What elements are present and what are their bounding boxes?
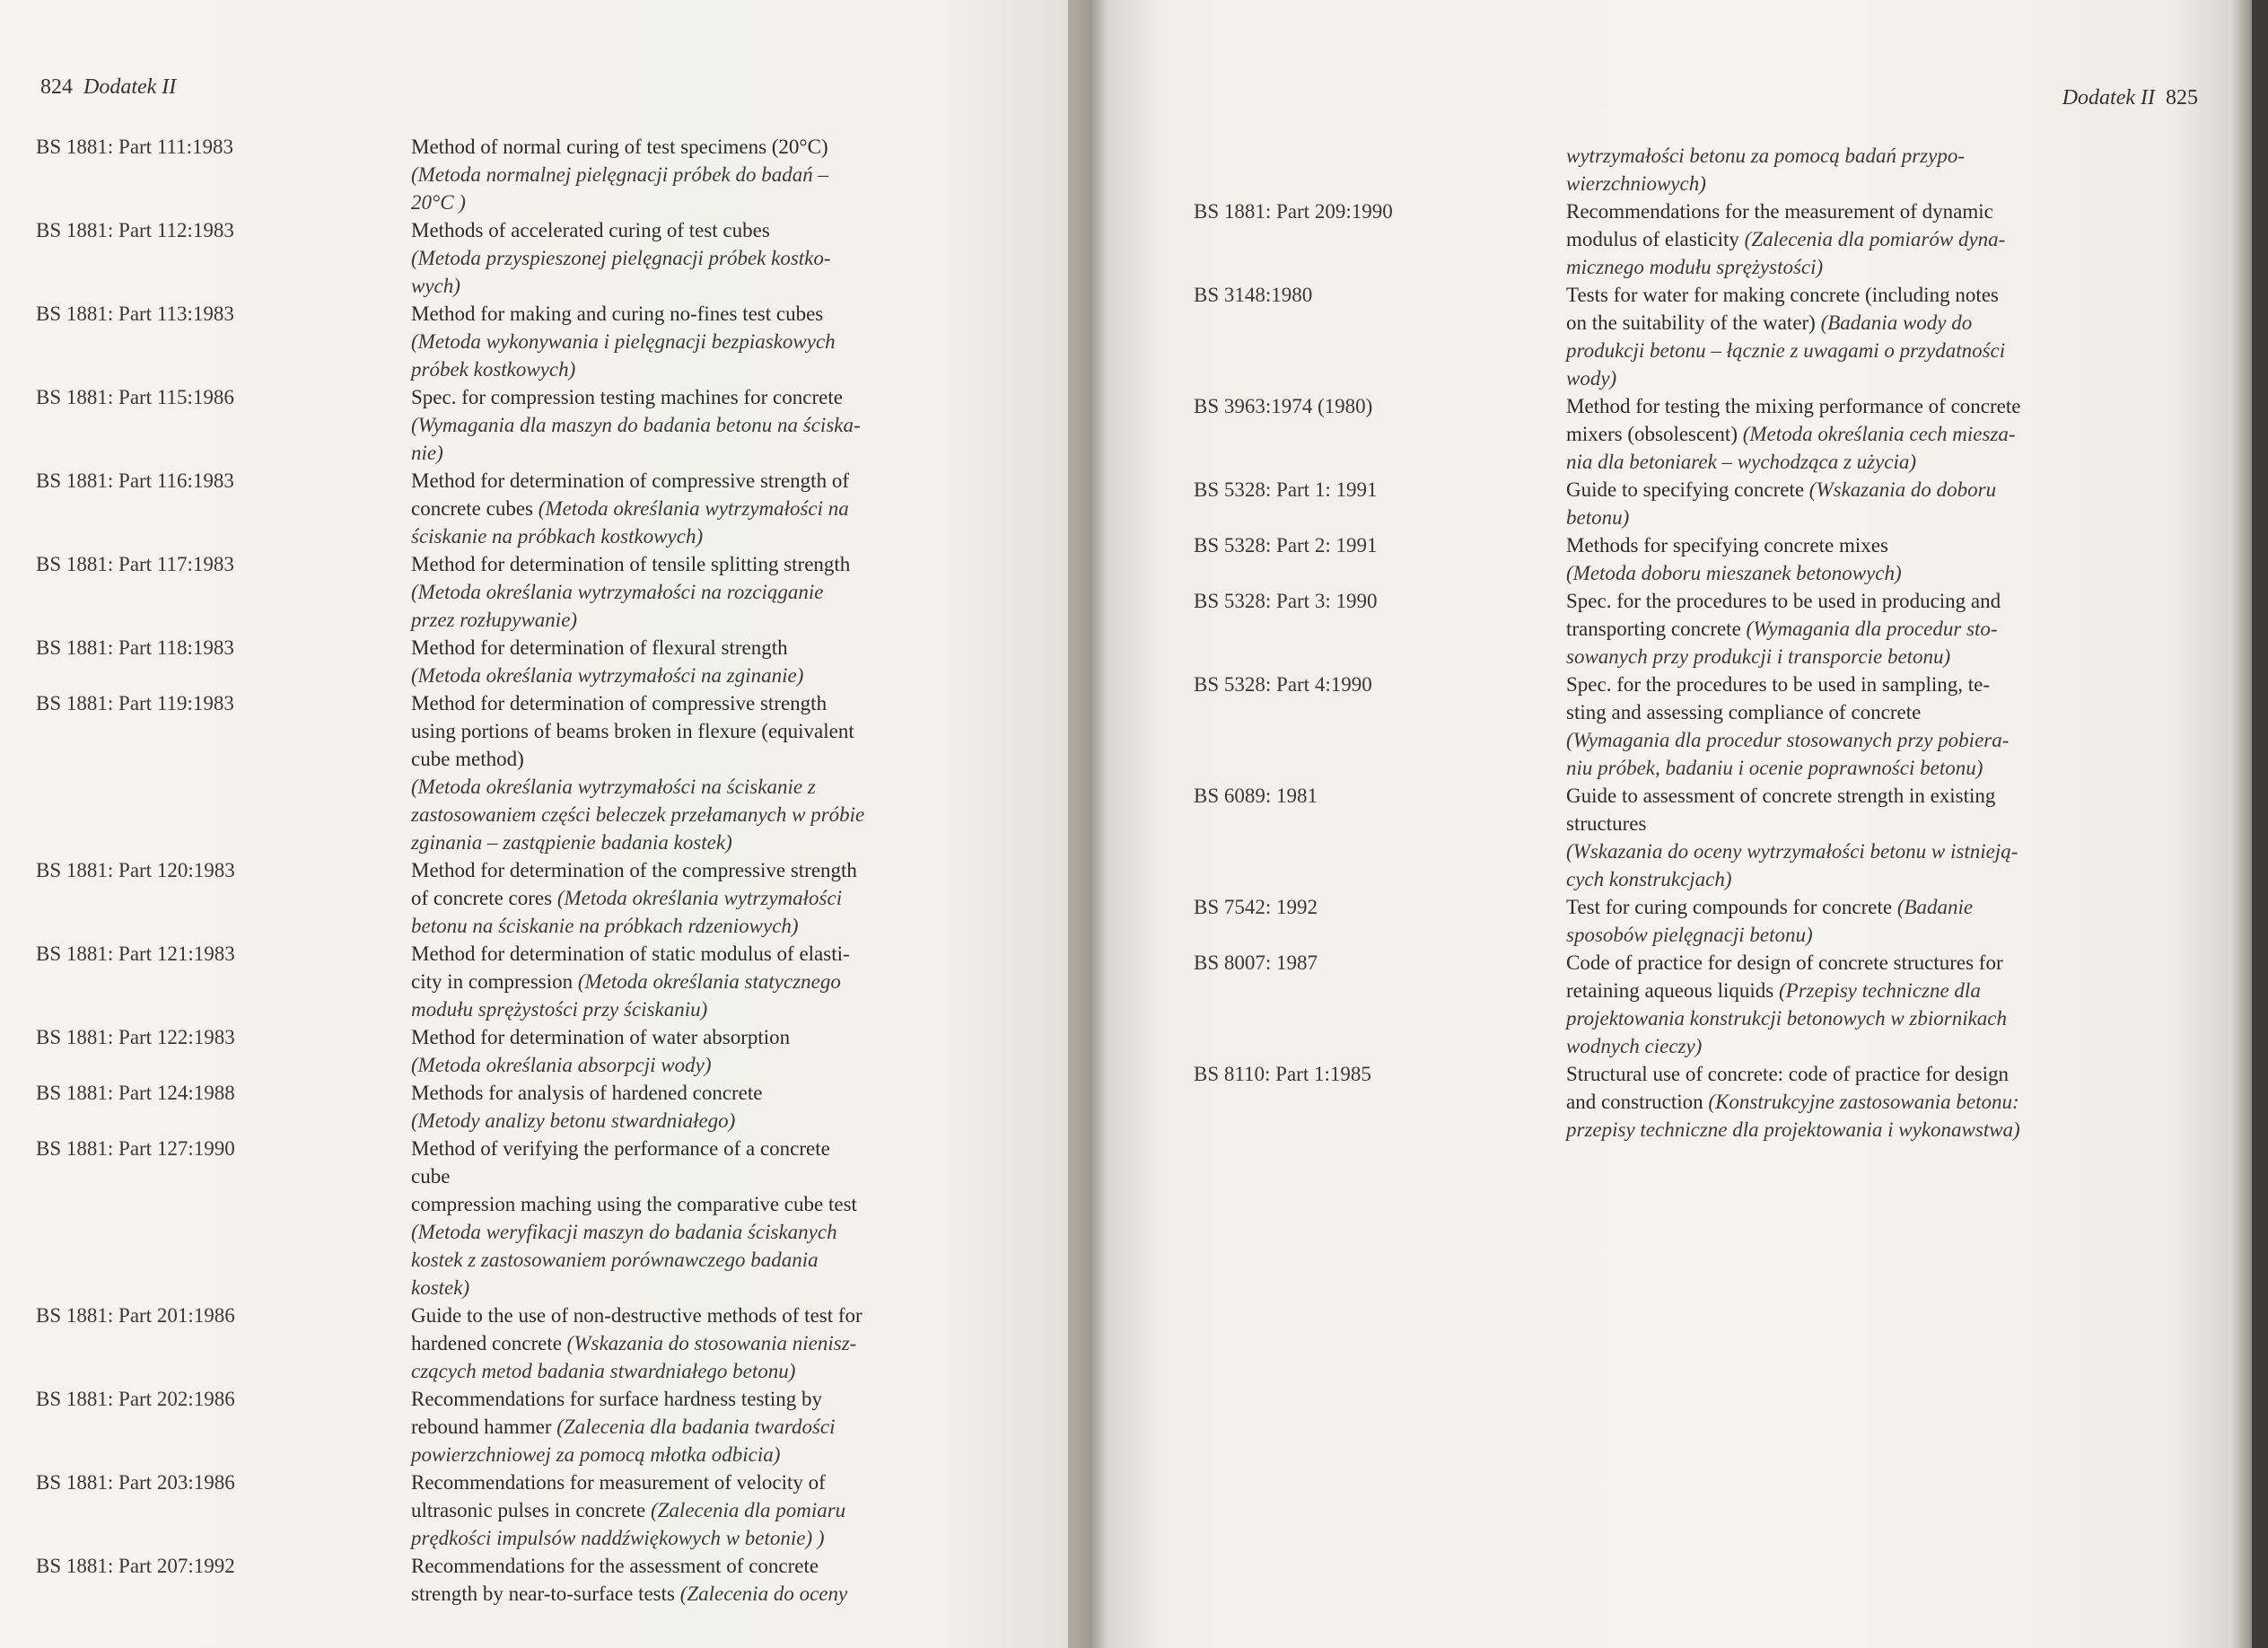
description-line xyxy=(411,995,969,1023)
description-line xyxy=(411,133,969,161)
description-line xyxy=(411,1580,969,1608)
polish-translation-text: (Metoda określania wytrzymałości na ściskanie z xyxy=(411,776,816,798)
description-line xyxy=(1566,698,2145,726)
description-line xyxy=(1566,1004,2145,1032)
standard-description xyxy=(1566,893,2145,949)
standard-entry xyxy=(36,1552,969,1608)
polish-translation-text: (Metoda normalnej pielęgnacji próbek do badań – xyxy=(411,163,829,186)
polish-translation-text: (Metoda określania wytrzymałości xyxy=(556,887,843,909)
standard-entry xyxy=(36,1023,969,1079)
polish-translation-text: (Zalecenia dla pomiarów dyna- xyxy=(1744,228,2006,250)
english-title-text: Methods of accelerated curing of test cubes xyxy=(411,219,770,241)
polish-translation-text: (Metoda doboru mieszanek betonowych) xyxy=(1566,562,1902,584)
polish-translation-text: (Wskazania do doboru xyxy=(1808,478,1997,501)
description-line xyxy=(411,383,969,411)
english-title-text: Guide to the use of non-destructive methods of test for xyxy=(411,1304,863,1327)
english-title-text: cube xyxy=(411,1165,451,1188)
description-line xyxy=(411,1413,969,1441)
description-line xyxy=(1566,782,2145,810)
standard-entry xyxy=(36,300,969,383)
polish-translation-text: niu próbek, badaniu i ocenie poprawności betonu) xyxy=(1566,757,1983,779)
description-line xyxy=(411,1246,969,1274)
polish-translation-text: wody) xyxy=(1566,367,1617,390)
standard-entry xyxy=(36,133,969,216)
polish-translation-text: betonu) xyxy=(1566,506,1630,529)
description-line xyxy=(411,216,969,244)
description-line xyxy=(411,244,969,272)
left-page xyxy=(0,0,1104,1648)
english-title-text: and construction xyxy=(1566,1091,1709,1113)
english-title-text: rebound hammer xyxy=(411,1416,557,1438)
english-title-text: Method for determination of flexural strength xyxy=(411,636,788,659)
polish-translation-text: (Badanie xyxy=(1896,896,1974,918)
description-line xyxy=(411,634,969,662)
description-line xyxy=(1566,810,2145,837)
standard-code: BS 1881: Part 124:1988 xyxy=(36,1082,235,1104)
english-title-text: Method for determination of tensile splitting strength xyxy=(411,553,851,575)
standard-code: BS 8110: Part 1:1985 xyxy=(1194,1063,1371,1085)
description-line xyxy=(1566,281,2145,309)
standard-entry xyxy=(1194,671,2145,782)
polish-translation-text: zastosowaniem części beleczek przełamanych w próbie xyxy=(411,803,865,826)
english-title-text: Guide to assessment of concrete strength in existing xyxy=(1566,785,1996,807)
description-line xyxy=(1566,504,2145,531)
standard-description xyxy=(411,467,969,550)
english-title-text: Method for determination of water absorption xyxy=(411,1026,791,1048)
standard-entry xyxy=(36,467,969,550)
polish-translation-text: ściskanie na próbkach kostkowych) xyxy=(411,525,704,548)
polish-translation-text: nia dla betoniarek – wychodząca z użycia) xyxy=(1566,451,1917,473)
description-line xyxy=(411,300,969,328)
left-page-header xyxy=(40,75,176,100)
standard-description xyxy=(411,1135,969,1302)
english-title-text: Recommendations for the assessment of concrete xyxy=(411,1555,819,1577)
english-title-text: Method for determination of static modulus of elasti- xyxy=(411,942,850,965)
standard-code: BS 1881: Part 122:1983 xyxy=(36,1026,235,1048)
description-line xyxy=(411,717,969,745)
description-line xyxy=(411,1468,969,1496)
english-title-text: of concrete cores xyxy=(411,887,557,909)
standard-code: BS 1881: Part 207:1992 xyxy=(36,1555,235,1577)
description-line xyxy=(411,1496,969,1524)
polish-translation-text: (Metoda określania wytrzymałości na xyxy=(538,497,849,520)
description-line xyxy=(411,495,969,522)
page-number: 824 xyxy=(40,75,73,99)
standard-entry xyxy=(36,383,969,467)
description-line xyxy=(411,1357,969,1385)
standard-entry xyxy=(36,689,969,856)
standards-list-left xyxy=(36,133,969,1608)
polish-translation-text: wodnych cieczy) xyxy=(1566,1035,1703,1057)
description-line xyxy=(411,1190,969,1218)
polish-translation-text: (Wskazania do stosowania nienisz- xyxy=(566,1332,857,1354)
description-line xyxy=(411,1023,969,1051)
description-line xyxy=(411,828,969,856)
english-title-text: structures xyxy=(1566,812,1647,835)
english-title-text: Method for making and curing no-fines test cubes xyxy=(411,302,824,325)
polish-translation-text: (Zalecenia dla badania twardości xyxy=(556,1416,836,1438)
english-title-text: compression maching using the comparative cube test xyxy=(411,1193,857,1215)
standard-description xyxy=(1566,142,2145,197)
polish-translation-text: (Metoda weryfikacji maszyn do badania ściskanych xyxy=(411,1221,837,1243)
standard-description xyxy=(411,856,969,940)
description-line xyxy=(411,1329,969,1357)
polish-translation-text: sowanych przy produkcji i transporcie betonu) xyxy=(1566,645,1951,668)
standard-description xyxy=(1566,392,2145,476)
description-line xyxy=(411,1162,969,1190)
english-title-text: cube method) xyxy=(411,748,524,770)
polish-translation-text: modułu sprężystości przy ściskaniu) xyxy=(411,998,708,1021)
standard-entry xyxy=(1194,392,2145,476)
standard-entry xyxy=(1194,949,2145,1060)
description-line xyxy=(1566,448,2145,476)
standard-entry xyxy=(36,1302,969,1385)
description-line xyxy=(1566,170,2145,197)
standard-description xyxy=(1566,281,2145,392)
standard-code: BS 1881: Part 115:1986 xyxy=(36,386,234,408)
polish-translation-text: zginania – zastąpienie badania kostek) xyxy=(411,831,732,854)
standard-description xyxy=(411,550,969,634)
english-title-text: modulus of elasticity xyxy=(1566,228,1745,250)
english-title-text: Method for determination of compressive strength xyxy=(411,692,828,714)
polish-translation-text: wych) xyxy=(411,275,460,297)
description-line xyxy=(411,161,969,188)
standard-description xyxy=(411,940,969,1023)
english-title-text: Method for testing the mixing performance of concrete xyxy=(1566,395,2021,417)
english-title-text: concrete cubes xyxy=(411,497,539,520)
english-title-text: Recommendations for measurement of velocity of xyxy=(411,1471,826,1494)
standard-description xyxy=(411,1468,969,1552)
polish-translation-text: projektowania konstrukcji betonowych w zbiornikach xyxy=(1566,1007,2008,1030)
standard-code: BS 1881: Part 120:1983 xyxy=(36,859,235,881)
polish-translation-text: powierzchniowej za pomocą młotka odbicia) xyxy=(411,1443,781,1466)
english-title-text: Structural use of concrete: code of practice for design xyxy=(1566,1063,2010,1085)
standard-entry xyxy=(1194,782,2145,893)
standard-entry xyxy=(36,940,969,1023)
polish-translation-text: produkcji betonu – łącznie z uwagami o przydatności xyxy=(1566,339,2006,362)
description-line xyxy=(411,188,969,216)
polish-translation-text: (Zalecenia do oceny xyxy=(679,1582,848,1605)
standards-list-right xyxy=(1194,142,2145,1144)
polish-translation-text: (Wymagania dla procedur stosowanych przy pobiera- xyxy=(1566,729,2010,751)
standard-code: BS 5328: Part 1: 1991 xyxy=(1194,478,1378,501)
description-line xyxy=(1566,392,2145,420)
description-line xyxy=(1566,865,2145,893)
description-line xyxy=(411,522,969,550)
description-line xyxy=(1566,1116,2145,1144)
standard-description xyxy=(411,1079,969,1135)
description-line xyxy=(411,1107,969,1135)
polish-translation-text: (Metoda określania wytrzymałości na zginanie) xyxy=(411,664,804,687)
english-title-text: Method of verifying the performance of a concrete xyxy=(411,1137,830,1160)
polish-translation-text: kostek z zastosowaniem porównawczego badania xyxy=(411,1249,819,1271)
polish-translation-text: wytrzymałości betonu za pomocą badań przypo- xyxy=(1566,145,1965,167)
standard-entry xyxy=(1194,281,2145,392)
description-line xyxy=(411,1385,969,1413)
standard-code: BS 1881: Part 116:1983 xyxy=(36,469,234,492)
description-line xyxy=(411,411,969,439)
description-line xyxy=(1566,1088,2145,1116)
description-line xyxy=(1566,726,2145,754)
standard-entry xyxy=(36,634,969,689)
standard-entry xyxy=(1194,197,2145,281)
standard-entry xyxy=(36,1079,969,1135)
english-title-text: Method for determination of the compressive strength xyxy=(411,859,857,881)
english-title-text: Recommendations for the measurement of dynamic xyxy=(1566,200,1993,223)
book-gutter xyxy=(1073,0,1108,1648)
polish-translation-text: przez rozłupywanie) xyxy=(411,609,578,631)
description-line xyxy=(411,856,969,884)
standard-description xyxy=(1566,782,2145,893)
standard-description xyxy=(1566,197,2145,281)
description-line xyxy=(1566,1032,2145,1060)
polish-translation-text: cych konstrukcjach) xyxy=(1566,868,1732,890)
standard-description xyxy=(1566,476,2145,531)
description-line xyxy=(411,328,969,355)
standard-entry xyxy=(36,1135,969,1302)
running-title: Dodatek II xyxy=(83,75,177,99)
standard-description xyxy=(411,689,969,856)
standard-description xyxy=(411,216,969,300)
polish-translation-text: kostek) xyxy=(411,1276,470,1299)
standard-code: BS 1881: Part 113:1983 xyxy=(36,302,234,325)
polish-translation-text: przepisy techniczne dla projektowania i wykonawstwa) xyxy=(1566,1118,2020,1141)
polish-translation-text: (Konstrukcyjne zastosowania betonu: xyxy=(1708,1091,2019,1113)
standard-description xyxy=(411,634,969,689)
standard-code: BS 1881: Part 127:1990 xyxy=(36,1137,235,1160)
description-line xyxy=(1566,225,2145,253)
english-title-text: strength by near-to-surface tests xyxy=(411,1582,680,1605)
standard-entry xyxy=(1194,1060,2145,1144)
english-title-text: Guide to specifying concrete xyxy=(1566,478,1809,501)
description-line xyxy=(411,272,969,300)
standard-description xyxy=(411,1302,969,1385)
standard-code: BS 5328: Part 4:1990 xyxy=(1194,673,1372,696)
standard-code: BS 3148:1980 xyxy=(1194,284,1313,306)
standard-code: BS 1881: Part 111:1983 xyxy=(36,136,234,158)
standard-code: BS 1881: Part 112:1983 xyxy=(36,219,234,241)
polish-translation-text: betonu na ściskanie na próbkach rdzeniowych) xyxy=(411,915,799,937)
standard-entry xyxy=(36,1385,969,1468)
description-line xyxy=(411,745,969,773)
polish-translation-text: (Metoda określania statycznego xyxy=(577,970,841,993)
standard-entry xyxy=(1194,531,2145,587)
standard-description xyxy=(411,1385,969,1468)
polish-translation-text: (Metoda określania absorpcji wody) xyxy=(411,1054,712,1076)
standard-description xyxy=(411,300,969,383)
english-title-text: using portions of beams broken in flexure (equivalent xyxy=(411,720,854,742)
description-line xyxy=(1566,476,2145,504)
standard-code: BS 6089: 1981 xyxy=(1194,785,1318,807)
description-line xyxy=(411,773,969,801)
book-edge-shadow xyxy=(2252,0,2268,1648)
description-line xyxy=(411,606,969,634)
polish-translation-text: 20°C ) xyxy=(411,191,466,214)
description-line xyxy=(1566,309,2145,337)
english-title-text: on the suitability of the water) xyxy=(1566,311,1821,334)
description-line xyxy=(1566,977,2145,1004)
description-line xyxy=(411,355,969,383)
standard-description xyxy=(1566,531,2145,587)
description-line xyxy=(411,884,969,912)
standard-code: BS 3963:1974 (1980) xyxy=(1194,395,1373,417)
english-title-text: Spec. for compression testing machines for concrete xyxy=(411,386,843,408)
description-line xyxy=(411,439,969,467)
standard-entry xyxy=(1194,142,2145,197)
description-line xyxy=(1566,559,2145,587)
description-line xyxy=(1566,615,2145,643)
polish-translation-text: (Przepisy techniczne dla xyxy=(1779,979,1981,1002)
polish-translation-text: sposobów pielęgnacji betonu) xyxy=(1566,924,1813,946)
english-title-text: Spec. for the procedures to be used in producing and xyxy=(1566,590,2001,612)
standard-code: BS 1881: Part 203:1986 xyxy=(36,1471,235,1494)
english-title-text: city in compression xyxy=(411,970,578,993)
english-title-text: hardened concrete xyxy=(411,1332,567,1354)
description-line xyxy=(1566,671,2145,698)
english-title-text: Methods for analysis of hardened concrete xyxy=(411,1082,763,1104)
description-line xyxy=(411,1552,969,1580)
description-line xyxy=(1566,949,2145,977)
standard-entry xyxy=(36,216,969,300)
english-title-text: Test for curing compounds for concrete xyxy=(1566,896,1897,918)
standard-description xyxy=(411,133,969,216)
polish-translation-text: (Zalecenia dla pomiaru xyxy=(650,1499,846,1521)
english-title-text: mixers (obsolescent) xyxy=(1566,423,1743,445)
description-line xyxy=(411,467,969,495)
english-title-text: sting and assessing compliance of concrete xyxy=(1566,701,1922,723)
polish-translation-text: (Metoda określania cech miesza- xyxy=(1742,423,2016,445)
standard-description xyxy=(1566,949,2145,1060)
description-line xyxy=(411,1441,969,1468)
standard-code: BS 5328: Part 3: 1990 xyxy=(1194,590,1378,612)
description-line xyxy=(411,550,969,578)
english-title-text: Methods for specifying concrete mixes xyxy=(1566,534,1888,557)
right-page-header xyxy=(2062,86,2198,110)
description-line xyxy=(1566,420,2145,448)
english-title-text: Method of normal curing of test specimens (20°C) xyxy=(411,136,828,158)
polish-translation-text: prędkości impulsów naddźwiękowych w betonie) ) xyxy=(411,1527,825,1549)
standard-description xyxy=(1566,587,2145,671)
description-line xyxy=(411,1274,969,1302)
description-line xyxy=(411,578,969,606)
standard-description xyxy=(411,1552,969,1608)
standard-entry xyxy=(36,856,969,940)
polish-translation-text: (Wskazania do oceny wytrzymałości betonu w istnieją- xyxy=(1566,840,2018,863)
description-line xyxy=(1566,921,2145,949)
polish-translation-text: nie) xyxy=(411,442,443,464)
polish-translation-text: (Metody analizy betonu stwardniałego) xyxy=(411,1109,736,1132)
standard-code: BS 7542: 1992 xyxy=(1194,896,1318,918)
description-line xyxy=(1566,531,2145,559)
description-line xyxy=(411,1135,969,1162)
description-line xyxy=(1566,754,2145,782)
description-line xyxy=(1566,337,2145,364)
description-line xyxy=(411,912,969,940)
description-line xyxy=(411,1218,969,1246)
description-line xyxy=(1566,893,2145,921)
description-line xyxy=(1566,197,2145,225)
polish-translation-text: czących metod badania stwardniałego betonu) xyxy=(411,1360,796,1382)
polish-translation-text: próbek kostkowych) xyxy=(411,358,576,381)
standard-code: BS 1881: Part 118:1983 xyxy=(36,636,234,659)
description-line xyxy=(411,1524,969,1552)
standard-code: BS 1881: Part 202:1986 xyxy=(36,1388,235,1410)
description-line xyxy=(411,1051,969,1079)
standard-entry xyxy=(36,550,969,634)
standard-description xyxy=(411,1023,969,1079)
description-line xyxy=(411,662,969,689)
english-title-text: Method for determination of compressive strength of xyxy=(411,469,849,492)
description-line xyxy=(411,689,969,717)
description-line xyxy=(411,968,969,995)
english-title-text: Tests for water for making concrete (including notes xyxy=(1566,284,1999,306)
polish-translation-text: (Metoda określania wytrzymałości na rozciąganie xyxy=(411,581,824,603)
polish-translation-text: (Wymagania dla maszyn do badania betonu na ściska- xyxy=(411,414,861,436)
running-title: Dodatek II xyxy=(2062,86,2155,110)
description-line xyxy=(1566,1060,2145,1088)
polish-translation-text: (Wymagania dla procedur sto- xyxy=(1746,618,1998,640)
description-line xyxy=(411,1079,969,1107)
english-title-text: transporting concrete xyxy=(1566,618,1747,640)
polish-translation-text: micznego modułu sprężystości) xyxy=(1566,256,1824,278)
description-line xyxy=(411,801,969,828)
standard-code: BS 8007: 1987 xyxy=(1194,951,1318,974)
standard-code: BS 1881: Part 121:1983 xyxy=(36,942,235,965)
standard-entry xyxy=(1194,476,2145,531)
polish-translation-text: (Metoda przyspieszonej pielęgnacji próbek kostko- xyxy=(411,247,831,269)
standard-description xyxy=(1566,1060,2145,1144)
description-line xyxy=(1566,587,2145,615)
english-title-text: ultrasonic pulses in concrete xyxy=(411,1499,651,1521)
description-line xyxy=(1566,643,2145,671)
english-title-text: retaining aqueous liquids xyxy=(1566,979,1779,1002)
description-line xyxy=(1566,837,2145,865)
standard-entry xyxy=(1194,587,2145,671)
standard-description xyxy=(1566,671,2145,782)
standard-code: BS 1881: Part 201:1986 xyxy=(36,1304,235,1327)
english-title-text: Spec. for the procedures to be used in sampling, te- xyxy=(1566,673,1991,696)
english-title-text: Code of practice for design of concrete structures for xyxy=(1566,951,2003,974)
standard-code: BS 1881: Part 209:1990 xyxy=(1194,200,1393,223)
page-number: 825 xyxy=(2166,86,2198,110)
right-page xyxy=(1068,0,2268,1648)
description-line xyxy=(1566,253,2145,281)
polish-translation-text: (Badania wody do xyxy=(1820,311,1973,334)
standard-description xyxy=(411,383,969,467)
standard-code: BS 1881: Part 117:1983 xyxy=(36,553,234,575)
english-title-text: Recommendations for surface hardness testing by xyxy=(411,1388,822,1410)
standard-entry xyxy=(36,1468,969,1552)
standard-entry xyxy=(1194,893,2145,949)
standard-code: BS 1881: Part 119:1983 xyxy=(36,692,234,714)
polish-translation-text: wierzchniowych) xyxy=(1566,172,1706,195)
description-line xyxy=(411,1302,969,1329)
description-line xyxy=(411,940,969,968)
description-line xyxy=(1566,142,2145,170)
polish-translation-text: (Metoda wykonywania i pielęgnacji bezpiaskowych xyxy=(411,330,836,353)
description-line xyxy=(1566,364,2145,392)
standard-code: BS 5328: Part 2: 1991 xyxy=(1194,534,1378,557)
